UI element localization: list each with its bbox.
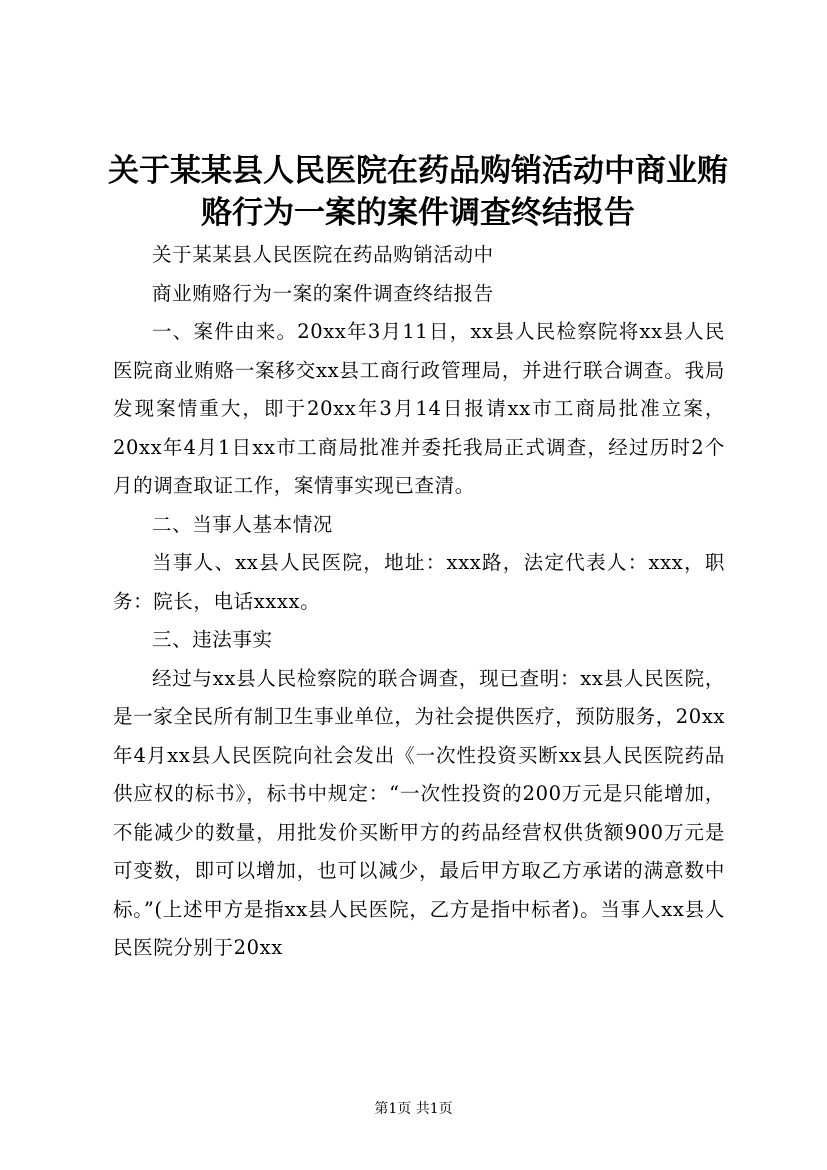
section-heading-party-info: 二、当事人基本情况	[152, 512, 333, 536]
subtitle-line-2: 商业贿赂行为一案的案件调查终结报告	[152, 281, 494, 305]
paragraph-case-origin: 一、案件由来。20xx年3月11日，xx县人民检察院将xx县人民医院商业贿赂一案移交xx县工商行政管理局，并进行联合调查。我局发现案情重大，即于20xx年3月14日报请xx市工商局批准立案，20xx年4月1日xx市工商局批准并委托我局正式调查，经过历时2个月的调查取证工作，案情事实现已查清。	[113, 320, 725, 497]
document-title: 关于某某县人民医院在药品购销活动中商业贿赂行为一案的案件调查终结报告	[108, 153, 728, 231]
page-footer: 第1页 共1页	[374, 1101, 453, 1117]
document-body	[113, 236, 725, 968]
section-heading-violation-facts: 三、违法事实	[152, 628, 273, 651]
paragraph-party-info: 当事人、xx县人民医院，地址：xxx路，法定代表人：xxx，职务：院长，电话xxxx。	[113, 551, 725, 613]
paragraph-violation-facts: 经过与xx县人民检察院的联合调查，现已查明：xx县人民医院，是一家全民所有制卫生事业单位，为社会提供医疗，预防服务，20xx年4月xx县人民医院向社会发出《一次性投资买断xx县人民医院药品供应权的标书》，标书中规定：“一次性投资的200万元是只能增加，不能减少的数量，用批发价买断甲方的药品经营权供货额900万元是可变数，即可以增加，也可以减少，最后甲方取乙方承诺的满意数中标。”(上述甲方是指xx县人民医院，乙方是指中标者)。当事人xx县人民医院分别于20xx	[113, 666, 726, 959]
subtitle-line-1: 关于某某县人民医院在药品购销活动中	[152, 243, 494, 266]
